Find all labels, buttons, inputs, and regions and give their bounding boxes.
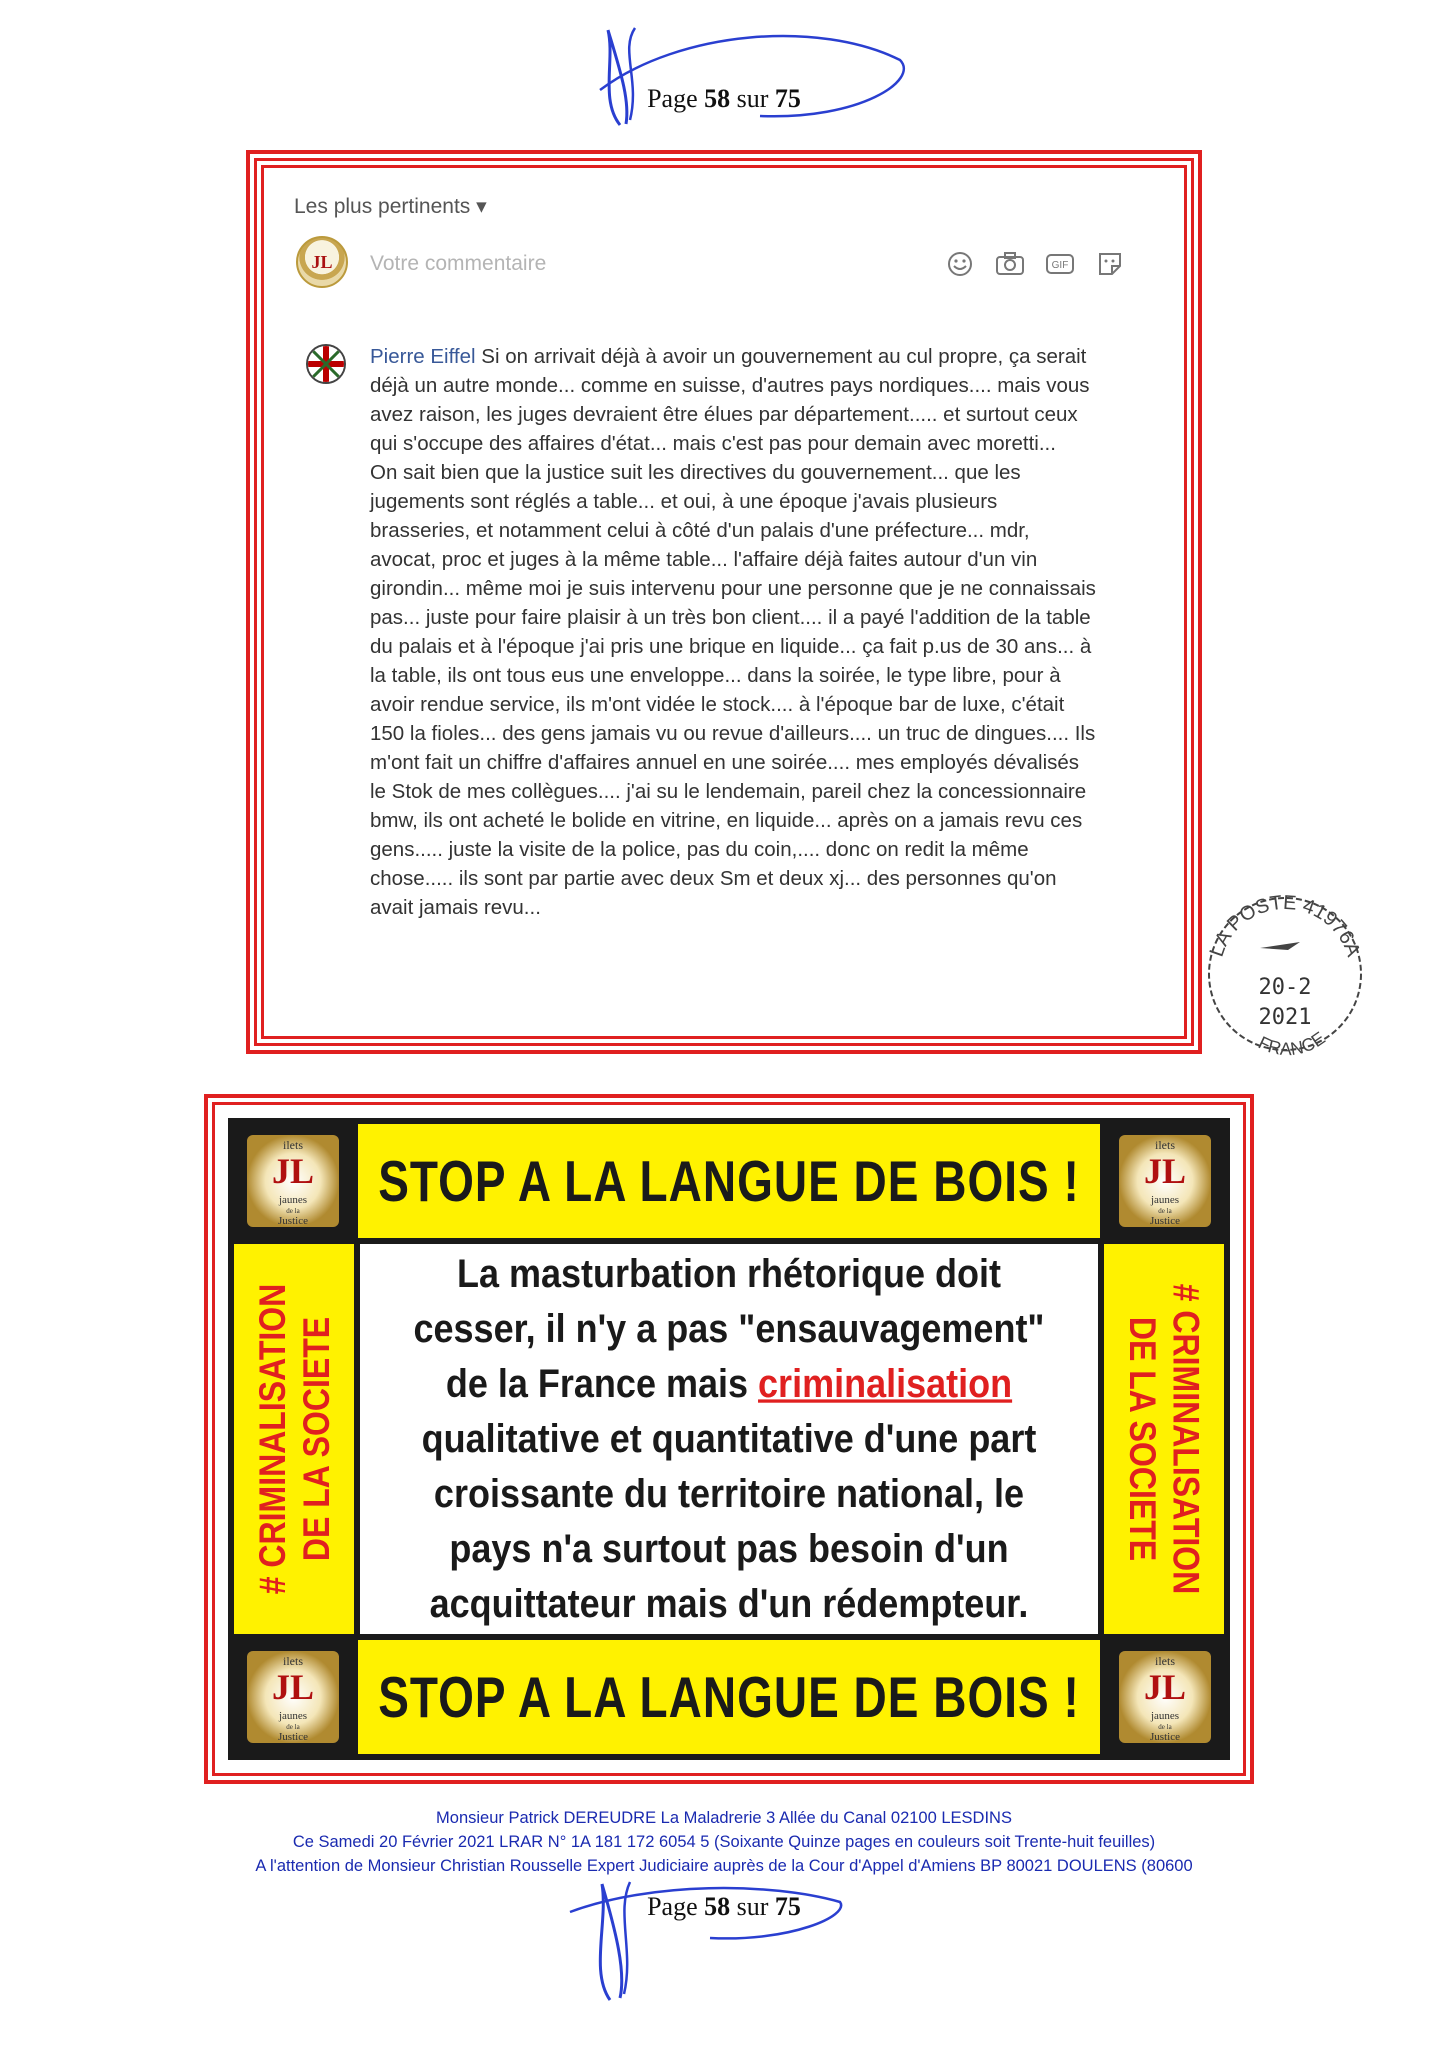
postmark-day: 20-2 — [1258, 975, 1312, 1000]
comment-author-link[interactable]: Pierre Eiffel — [370, 345, 476, 368]
postmark-bottom-text: FRANCE — [1255, 1027, 1329, 1060]
postmark-top-text: LA POSTE 41976A — [1205, 891, 1365, 960]
svg-text:de la: de la — [286, 1207, 300, 1215]
svg-text:JL: JL — [271, 1667, 315, 1707]
svg-text:de la: de la — [1158, 1207, 1172, 1215]
gif-label: GIF — [1051, 260, 1069, 271]
svg-text:ilets: ilets — [1155, 1654, 1175, 1668]
camera-icon[interactable] — [994, 248, 1026, 280]
svg-text:JL: JL — [1143, 1151, 1187, 1191]
page-number-top: Page 58 sur 75 — [647, 84, 801, 113]
avatar: JL — [296, 236, 348, 288]
facebook-comment-screenshot — [246, 150, 1202, 1054]
gilets-jaunes-logo — [1106, 1124, 1224, 1238]
gilets-jaunes-logo — [234, 1124, 352, 1238]
postmark-stamp — [1190, 884, 1380, 1064]
svg-text:Justice: Justice — [1150, 1731, 1180, 1743]
comment-text: Si on arrivait déjà à avoir un gouvernement au cul propre, ça serait déjà un autre monde... comme en suisse, d'autres pays nordiques.... mais vous avez raison, les juges devraient être élues par département..... et surtout ceux qui s'occupe des affaires d'état... mais c'est pas pour demain avec moretti... On sait bien que la justice suit les directives du gouvernement... que les jugements sont réglés a table... et oui, à une époque j'avais plusieurs brasseries, et notamment celui à côté d'un palais d'une préfecture... mdr, avocat, proc et juges à la même table... l'affaire déjà faites autour d'un vin girondin... même moi je suis intervenu pour une personne que je ne connaissais pas... juste pour faire plaisir à un très bon client.... il a payé l'addition de la table du palais et à l'époque j'ai pris une brique en liquide... ça fait p.us de 30 ans... à la table, ils ont tous eus une enveloppe... dans la soirée, le type libre, pour à avoir rendue service, ils m'ont vidée le stock.... à l'époque bar de luxe, c'était 150 la fioles... des gens jamais vu ou revue d'ailleurs.... un truc de dingues.... Ils m'ont fait un chiffre d'affaires annuel en une soirée.... mes employés dévalisés le Stok de mes collègues.... j'ai su le lendemain, pareil chez la concessionnaire bmw, ils ont acheté le bolide en vitrine, en liquide... après on a jamais revu ces gens..... juste la visite de la police, pas du coin,.... donc on redit la même chose..... ils sont par partie avec deux Sm et deux xj... des personnes qu'on avait jamais revu... — [370, 345, 1096, 919]
svg-text:Justice: Justice — [278, 1731, 308, 1743]
svg-text:jaunes: jaunes — [1150, 1710, 1180, 1722]
poster-message: La masturbation rhétorique doit cesser, il n'y a pas "ensauvagement" de la France mais criminalisation qualitative et quantitative d'une part croissante du territoire national, le pays n'a surtout pas besoin d'un acquittateur mais d'un rédempteur. — [413, 1250, 1045, 1626]
svg-text:ilets: ilets — [1155, 1138, 1175, 1152]
gilets-jaunes-logo — [234, 1640, 352, 1754]
svg-text:jaunes: jaunes — [278, 1194, 308, 1206]
side-label-left: # CRIMINALISATION DE LA SOCIETE — [234, 1244, 354, 1634]
comment-body — [370, 342, 1100, 922]
svg-text:JL: JL — [271, 1151, 315, 1191]
svg-text:JL: JL — [1143, 1667, 1187, 1707]
gilets-jaunes-logo — [1106, 1640, 1224, 1754]
commenter-avatar[interactable] — [306, 344, 346, 384]
banner-bottom: STOP A LA LANGUE DE BOIS ! — [358, 1640, 1100, 1754]
poster — [204, 1094, 1254, 1784]
postmark-year: 2021 — [1258, 1005, 1312, 1030]
signature-bottom — [550, 1872, 850, 2002]
svg-text:jaunes: jaunes — [1150, 1194, 1180, 1206]
highlight-criminalisation: criminalisation — [758, 1360, 1013, 1406]
signature-top — [560, 20, 920, 130]
page-number-bottom: Page 58 sur 75 — [647, 1892, 801, 1921]
gif-icon[interactable] — [1044, 248, 1076, 280]
svg-text:Justice: Justice — [278, 1215, 308, 1227]
smiley-icon[interactable] — [944, 248, 976, 280]
poster-message-box — [360, 1244, 1098, 1634]
footer-recipient: A l'attention de Monsieur Christian Rousselle Expert Judiciaire auprès de la Cour d'Appel d'Amiens BP 80021 DOULENS (80600 — [255, 1857, 1193, 1875]
sticker-icon[interactable] — [1094, 248, 1126, 280]
svg-text:de la: de la — [286, 1723, 300, 1731]
comment-input[interactable]: Votre commentaire — [370, 252, 547, 275]
svg-text:de la: de la — [1158, 1723, 1172, 1731]
side-label-right: # CRIMINALISATION DE LA SOCIETE — [1104, 1244, 1224, 1634]
svg-text:ilets: ilets — [283, 1654, 303, 1668]
sort-dropdown[interactable]: Les plus pertinents ▾ — [294, 195, 487, 218]
footer-address: Monsieur Patrick DEREUDRE La Maladrerie 3 Allée du Canal 02100 LESDINS — [436, 1809, 1012, 1827]
svg-text:Justice: Justice — [1150, 1215, 1180, 1227]
svg-text:jaunes: jaunes — [278, 1710, 308, 1722]
banner-top: STOP A LA LANGUE DE BOIS ! — [358, 1124, 1100, 1238]
footer-date-lrar: Ce Samedi 20 Février 2021 LRAR N° 1A 181 172 6054 5 (Soixante Quinze pages en couleurs soit Trente-huit feuilles) — [292, 1833, 1156, 1851]
svg-text:ilets: ilets — [283, 1138, 303, 1152]
